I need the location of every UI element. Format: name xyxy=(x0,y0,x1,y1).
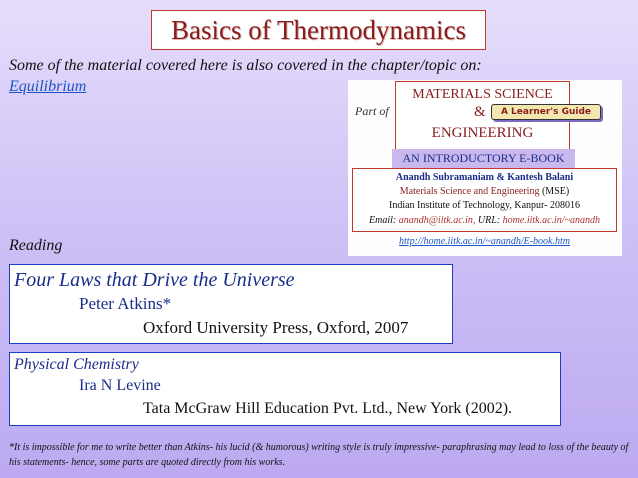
book-title-line1: MATERIALS SCIENCE xyxy=(412,87,553,102)
ref1-publisher: Oxford University Press, Oxford, 2007 xyxy=(143,318,409,337)
ebook-url-link[interactable]: http://home.iitk.ac.in/~anandh/E-book.htm xyxy=(399,236,570,247)
email-address[interactable]: anandh@iitk.ac.in, xyxy=(398,215,476,226)
book-contact xyxy=(352,215,617,226)
ref1-title: Four Laws that Drive the Universe xyxy=(14,269,295,291)
book-title-amp: & xyxy=(474,104,486,120)
url-label: URL: xyxy=(477,215,501,226)
intro-text: Some of the material covered here is also covered in the chapter/topic on: xyxy=(9,57,482,74)
email-label: Email: xyxy=(369,215,397,226)
ref2-title: Physical Chemistry xyxy=(14,356,139,373)
ref2-publisher: Tata McGraw Hill Education Pvt. Ltd., New York (2002). xyxy=(143,400,513,417)
footnote: *It is impossible for me to write better than Atkins- his lucid (& humorous) writing style is truly impressive- paraphrasing may lead to loss of the beauty of his statements- hence, some parts are quoted directly from his works. xyxy=(9,442,629,468)
ebook-subtitle: AN INTRODUCTORY E-BOOK xyxy=(392,149,575,168)
part-of-label: Part of xyxy=(355,104,389,118)
page-title: Basics of Thermodynamics xyxy=(171,14,466,45)
book-institute: Indian Institute of Technology, Kanpur- 208016 xyxy=(388,200,580,211)
learners-guide-badge: A Learner's Guide xyxy=(491,104,601,120)
equilibrium-link[interactable]: Equilibrium xyxy=(9,78,87,95)
ref1-author: Peter Atkins* xyxy=(79,294,172,313)
book-title-line3: ENGINEERING xyxy=(431,125,534,141)
reading-label: Reading xyxy=(9,237,63,254)
title-box xyxy=(151,10,486,50)
home-url[interactable]: home.iitk.ac.in/~anandh xyxy=(502,215,600,226)
book-authors: Anandh Subramaniam & Kantesh Balani xyxy=(395,172,574,183)
book-department xyxy=(352,186,617,197)
department-name: Materials Science and Engineering xyxy=(399,186,540,197)
department-abbr: (MSE) xyxy=(541,186,570,197)
ref2-author: Ira N Levine xyxy=(79,377,161,394)
